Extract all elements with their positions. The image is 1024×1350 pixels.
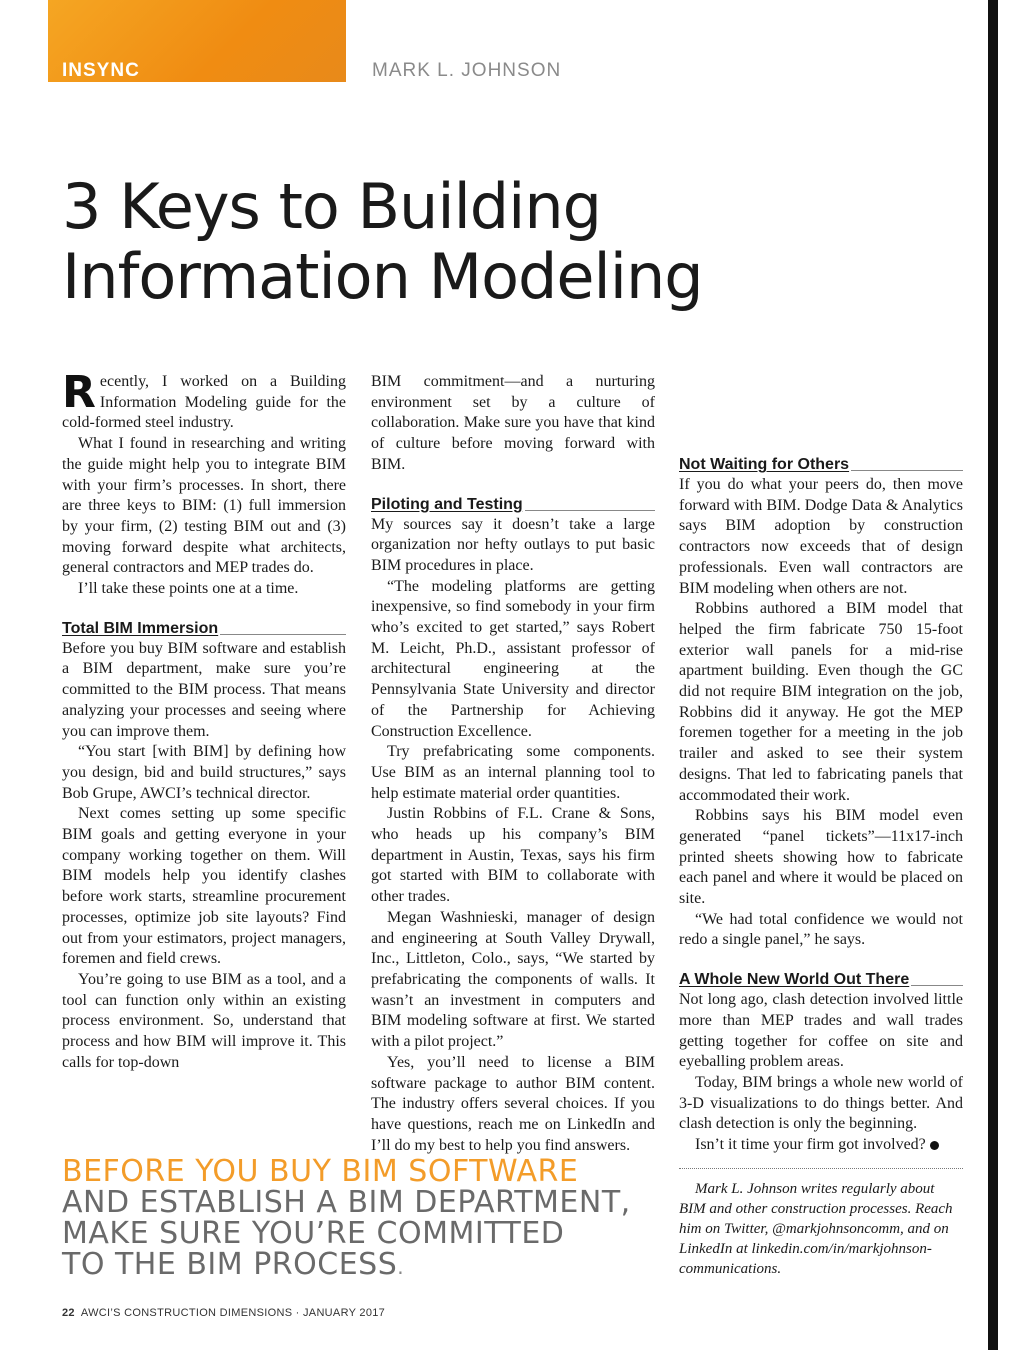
column-1 (62, 367, 346, 1074)
author-name-header: MARK L. JOHNSON (372, 60, 562, 81)
title-line-1: 3 Keys to Building (62, 170, 602, 243)
body-paragraph: Isn’t it time your firm got involved? (679, 1135, 963, 1156)
title-line-2: Information Modeling (62, 240, 703, 313)
pull-quote (62, 1156, 662, 1283)
page-edge-bar (988, 0, 998, 1350)
body-paragraph-continued: BIM commitment—and a nurturing environment set by a culture of collaboration. Make sure you have that kind of culture before moving forward with BIM. (371, 373, 655, 473)
body-paragraph: You’re going to use BIM as a tool, and a tool can function only within an existing process environment. So, understand that process and how BIM will improve it. This calls for top-down (62, 970, 346, 1071)
drop-cap: R (62, 367, 96, 418)
column-3 (679, 372, 963, 1279)
body-paragraph: My sources say it doesn’t take a large organization nor hefty outlays to put basic BIM procedures in place. (371, 515, 655, 574)
author-bio: Mark L. Johnson writes regularly about BIM and other construction processes. Reach him on Twitter, @markjohnsoncomm, and on LinkedIn at linkedin.com/in/markjohnson-communications. (679, 1180, 953, 1277)
section-tag: INSYNC (62, 60, 140, 81)
pull-quote-line-1: BEFORE YOU BUY BIM SOFTWARE (62, 1154, 579, 1189)
body-paragraph: I’ll take these points one at a time. (78, 580, 299, 598)
body-paragraph: Justin Robbins of F.L. Crane & Sons, who heads up his company’s BIM department in Austin, Texas, says his firm got started with BIM to collaborate with other trades. (371, 805, 655, 906)
end-mark-icon (930, 1141, 939, 1150)
body-paragraph: Robbins authored a BIM model that helped the firm fabricate 750 15-foot exterior wall panels for a mid-rise apartment building. Even though the GC did not require BIM integration on the job, Robbins did it anyway. He got the MEP foremen together for a meeting in the job trailer and asked to see their system designs. That led to fabricating panels that accommodated their work. (679, 600, 963, 804)
body-paragraph: “The modeling platforms are getting inexpensive, so find somebody in your firm who’s excited to get started,” says Robert M. Leicht, Ph.D., assistant professor of architectural engineering at the Pennsylvania State University and director of the Partnership for Achieving Construction Excellence. (371, 577, 655, 740)
subheading-a-whole-new-world: A Whole New World Out There (679, 971, 963, 989)
pull-quote-period: . (397, 1255, 405, 1279)
page-number: 22 (62, 1307, 75, 1319)
column-2 (371, 372, 655, 1156)
body-paragraph: Next comes setting up some specific BIM goals and getting everyone in your company working together on them. Will BIM models help you identify clashes before work starts, streamline procurement processes, optimize job site layouts? Find out from your estimators, project managers, foremen and field crews. (62, 805, 346, 968)
body-paragraph: Yes, you’ll need to license a BIM software package to author BIM content. The industry offers several choices. If you have questions, reach me on LinkedIn and I’ll do my best to help you find answers. (371, 1053, 655, 1154)
subheading-rule (851, 470, 963, 471)
body-paragraph: “You start [with BIM] by defining how you design, bid and build structures,” says Bob Grupe, AWCI’s technical director. (62, 743, 346, 802)
article-title (62, 172, 962, 312)
body-paragraph: “We had total confidence we would not redo a single panel,” he says. (679, 910, 963, 949)
pull-quote-line-2: AND ESTABLISH A BIM DEPARTMENT, (62, 1185, 631, 1220)
body-paragraph: Not long ago, clash detection involved little more than MEP trades and wall trades getting together for coffee on site and eyeballing problem areas. (679, 991, 963, 1071)
page-footer (62, 1307, 385, 1319)
subheading-rule (911, 985, 963, 986)
subheading-total-bim-immersion: Total BIM Immersion (62, 620, 346, 638)
body-paragraph: Before you buy BIM software and establish a BIM department, make sure you’re committed to the BIM process. That means analyzing your processes and seeing where you can improve them. (62, 639, 346, 740)
body-paragraph: Try prefabricating some components. Use BIM as an internal planning tool to help estimate material order quantities. (371, 743, 655, 802)
body-paragraph: Today, BIM brings a whole new world of 3-D visualizations to do things better. And clash detection is only the beginning. (679, 1073, 963, 1133)
body-paragraph: Megan Washnieski, manager of design and engineering at South Valley Drywall, Inc., Littleton, Colo., says, “We started by prefabricating the components of walls. It wasn’t an investment in computers and BIM modeling software at first. We started with a pilot project.” (371, 908, 655, 1051)
subheading-rule (525, 510, 655, 511)
body-paragraph: What I found in researching and writing the guide might help you to integrate BIM with your firm’s processes. In short, there are three keys to BIM: (1) full immersion by your firm, (2) testing BIM out and (3) moving forward despite what architects, general contractors and MEP trades do. (62, 435, 346, 577)
pull-quote-line-3: MAKE SURE YOU’RE COMMITTED (62, 1216, 565, 1251)
subheading-not-waiting-for-others: Not Waiting for Others (679, 456, 963, 474)
body-paragraph: If you do what your peers do, then move forward with BIM. Dodge Data & Analytics says BIM adoption by construction contractors now exceeds that of design professionals. Even wall contractors are BIM modeling when others are not. (679, 476, 963, 597)
subheading-piloting-and-testing: Piloting and Testing (371, 496, 655, 514)
pull-quote-line-4: TO THE BIM PROCESS. (62, 1247, 405, 1282)
intro-paragraph: Recently, I worked on a Building Information Modeling guide for the cold-formed steel industry. (62, 367, 346, 432)
subheading-rule (220, 634, 346, 635)
publication-info: AWCI’S CONSTRUCTION DIMENSIONS · JANUARY 2017 (80, 1307, 386, 1319)
body-paragraph: Robbins says his BIM model even generated “panel tickets”—11x17-inch printed sheets showing how to fabricate each panel and where it would be placed on site. (679, 807, 963, 908)
bio-separator (679, 1168, 963, 1169)
